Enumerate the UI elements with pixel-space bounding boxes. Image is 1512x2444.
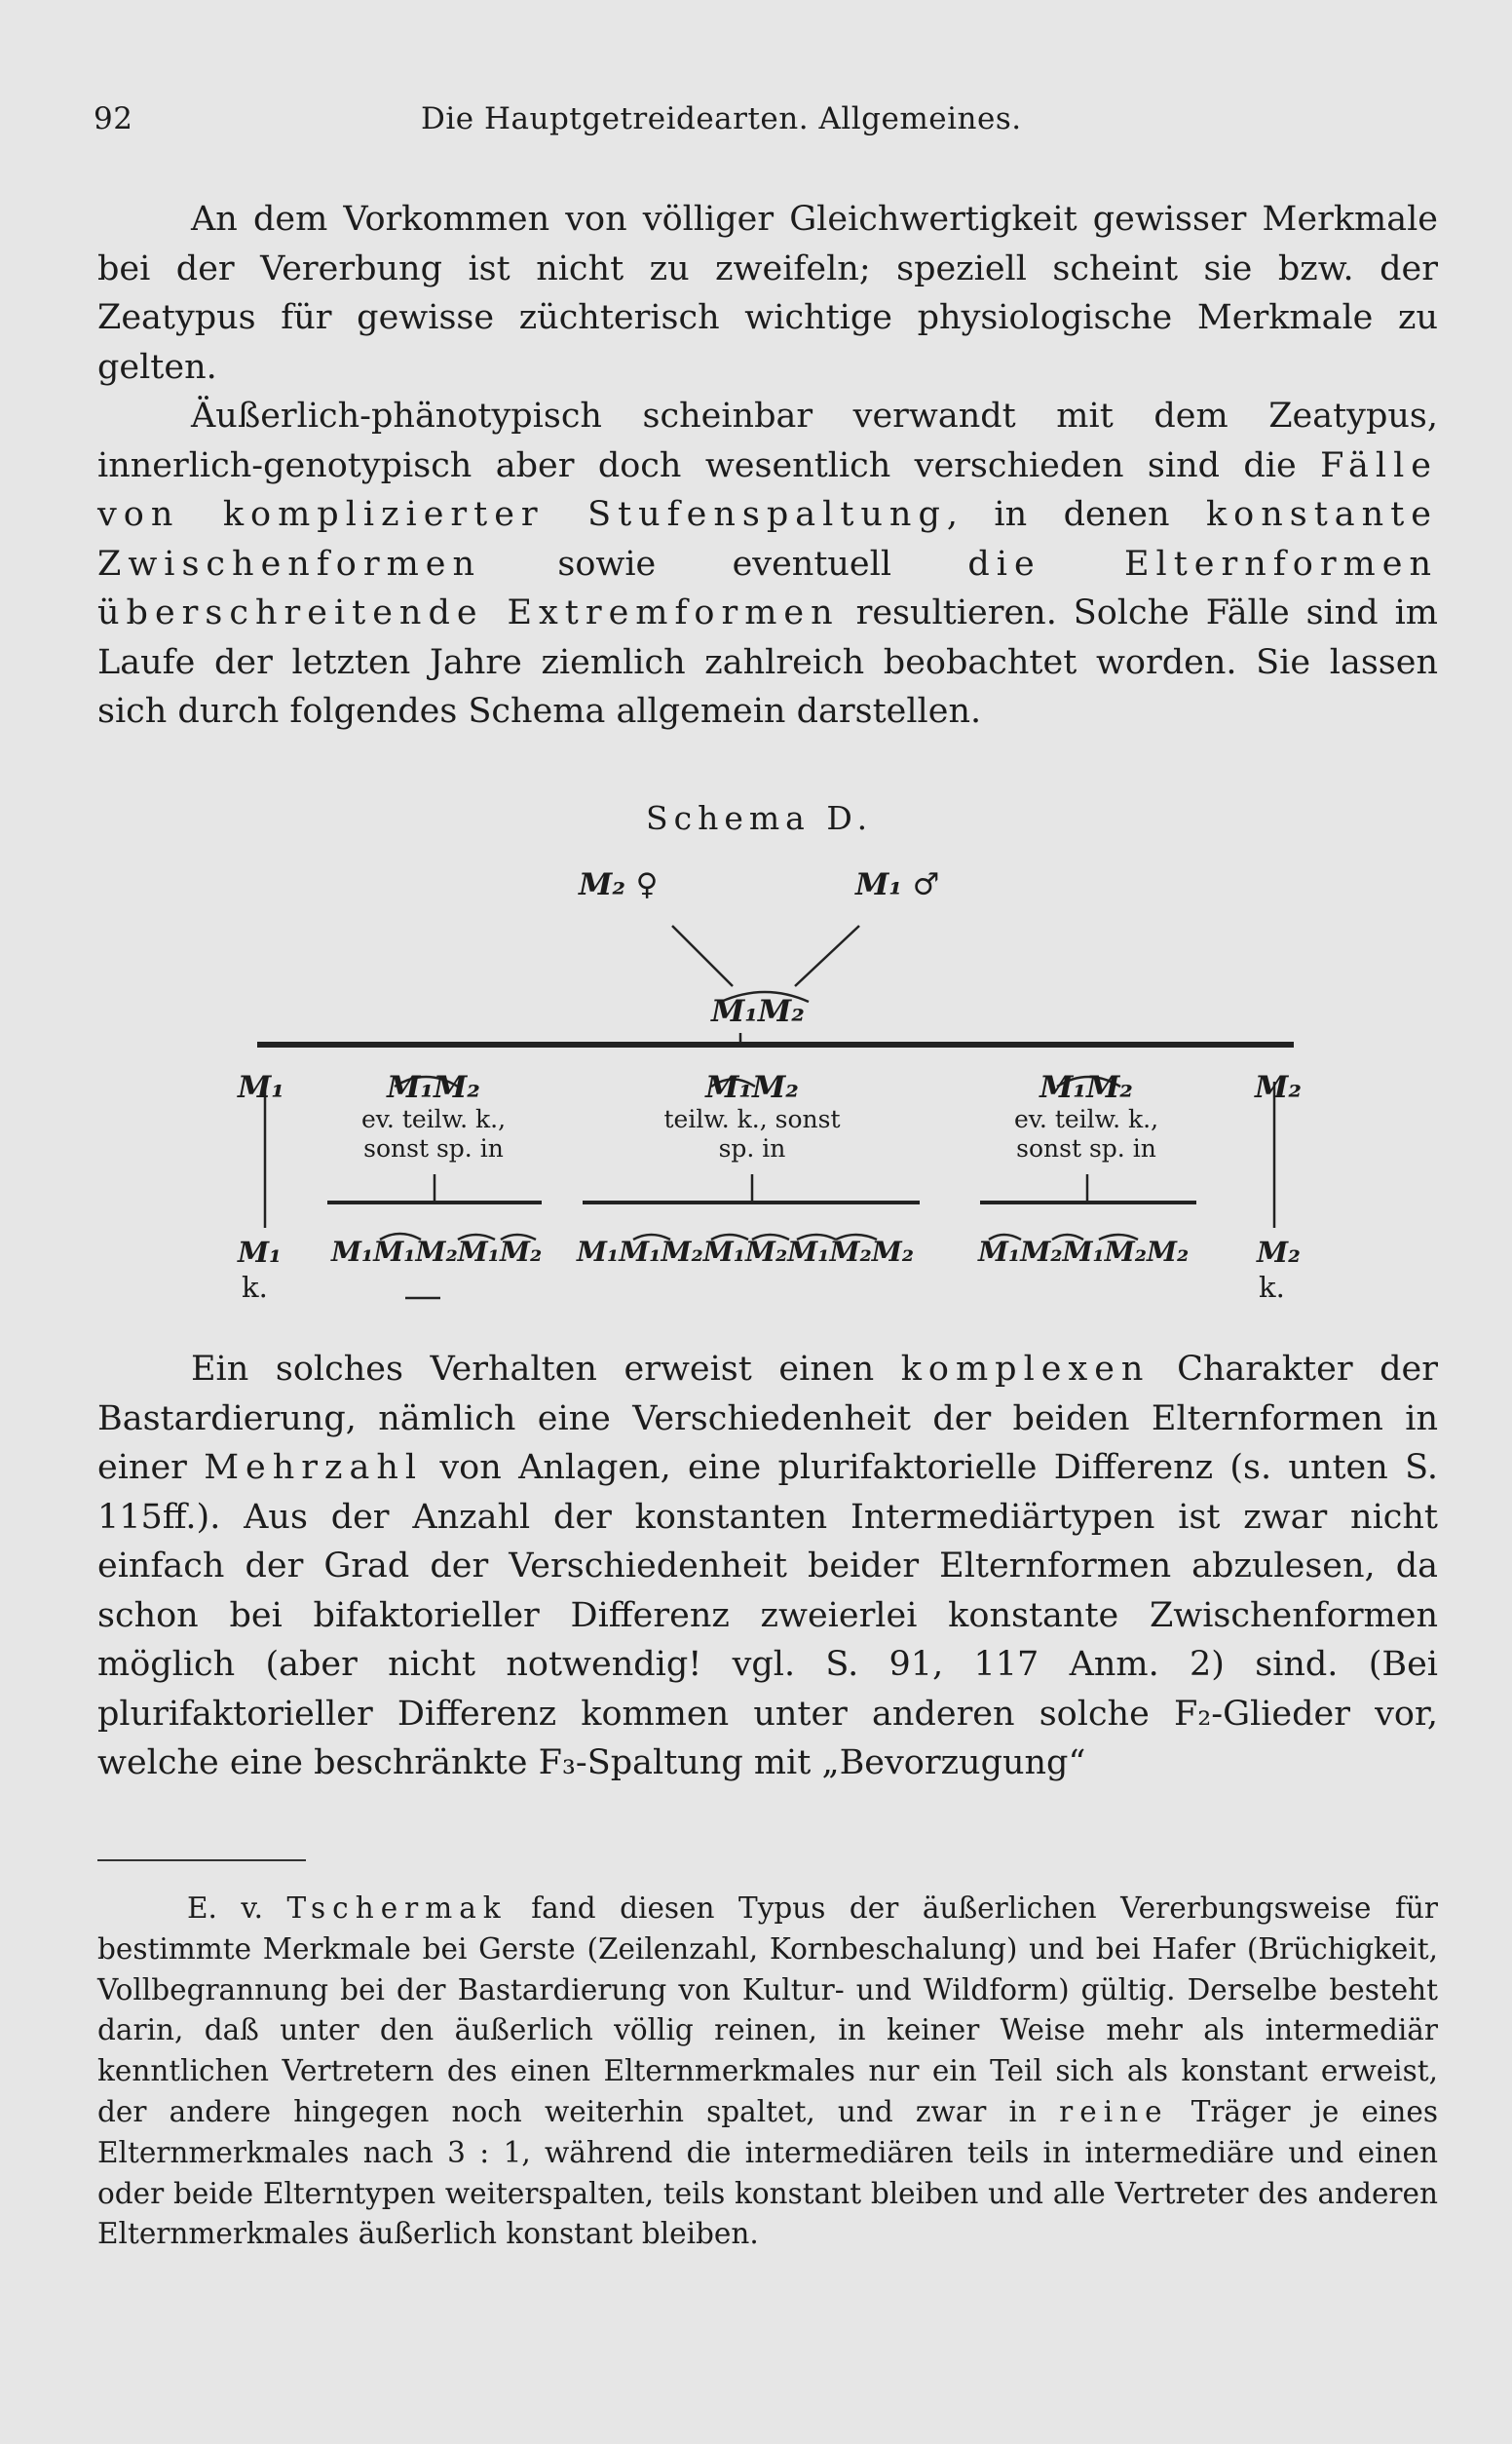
f2-group-1-note-1: ev. teilw. k., xyxy=(360,1105,507,1133)
f2-group-3 xyxy=(974,1070,1198,1164)
f1-hybrid: M₁M₂ xyxy=(711,994,805,1029)
paragraph-2-text: Äußerlich-phänotypisch scheinbar verwandt mit dem Zeatypus, innerlich-genotypisch aber doch wesentlich verschieden sind die xyxy=(97,397,1438,485)
left-end-parent: M₁ xyxy=(238,1070,284,1105)
paragraph-1 xyxy=(97,195,1438,392)
bottom-left-constant: k. xyxy=(242,1271,268,1304)
f2-group-1 xyxy=(321,1070,546,1164)
f2-group-3-note-2: sonst sp. in xyxy=(1016,1134,1156,1163)
footnote xyxy=(97,1889,1438,2255)
bottom-group-3: M₁M₂M₁M₂M₂ xyxy=(978,1236,1190,1268)
footnote-author: Tschermak xyxy=(286,1891,508,1925)
f2-group-2 xyxy=(624,1070,881,1164)
footnote-text: fand diesen Typus der äußerlichen Vererbungsweise für bestimmte Merkmale bei Gerste (Zeilenzahl, Kornbeschalung) und bei Hafer (Brüchigkeit, Vollbegrannung bei der Bastardierung von Kultur- und Wildform) gültig. Derselbe besteht darin, daß unter den äußerlich völlig reinen, in keiner Weise mehr als intermediär kenntlichen Vertretern des einen Elternmerkmales nur ein Teil sich als konstant erweist, der andere hingegen noch weiterhin spaltet, und zwar in xyxy=(97,1891,1438,2128)
footnote-text: Träger je eines Elternmerkmales nach 3 : 1, während die intermediären teils in intermediäre und einen oder beide Elterntypen weiterspalten, teils konstant bleiben und alle Vertreter des anderen Elternmerkmales äußerlich konstant bleiben. xyxy=(97,2094,1438,2251)
bottom-right-constant: k. xyxy=(1259,1271,1285,1304)
right-end-parent: M₂ xyxy=(1255,1070,1302,1105)
paragraph-2-text: , in denen xyxy=(946,495,1206,534)
bottom-group-1: M₁M₁M₂M₁M₂ xyxy=(331,1236,543,1268)
emphasis-text: reine xyxy=(1059,2094,1169,2128)
footnote-text: E. v. xyxy=(187,1891,287,1925)
schema-title: Schema D. xyxy=(646,799,874,837)
emphasis-text: Mehrzahl xyxy=(204,1448,424,1487)
f2-group-2-note-1: teilw. k., sonst xyxy=(663,1105,841,1133)
emphasis-text: Fälle von komplizierter Stufenspaltung xyxy=(97,445,1438,534)
paragraph-3-text: von Anlagen, eine plurifaktorielle Differenz (s. unten S. 115ff.). Aus der Anzahl der konstanten Intermediärtypen ist zwar nicht einfach der Grad der Verschiedenheit beider Elternformen abzulesen, da schon bei bifaktorieller Differenz zweierlei konstante Zwischenformen möglich (aber nicht notwendig! vgl. S. 91, 117 Anm. 2) sind. (Bei plurifaktorieller Differenz kommen unter anderen solche F₂-Glieder vor, welche eine beschränkte F₃-Spaltung mit „Bevorzugung“ xyxy=(97,1448,1438,1782)
bottom-left-end: M₁ xyxy=(238,1236,282,1269)
emphasis-text: die Elternformen überschreitende Extremformen xyxy=(97,544,1438,632)
f2-group-3-label: M₁M₂ xyxy=(1040,1070,1133,1105)
schema-diagram xyxy=(0,799,1512,1325)
f2-group-1-note-2: sonst sp. in xyxy=(363,1134,504,1163)
f2-group-3-note-1: ev. teilw. k., xyxy=(1013,1105,1159,1133)
bottom-right-end: M₂ xyxy=(1257,1236,1301,1269)
page-number: 92 xyxy=(94,101,133,136)
running-title: Die Hauptgetreidearten. Allgemeines. xyxy=(421,101,1022,136)
emphasis-text: konstante Zwischenformen xyxy=(97,495,1438,584)
f2-group-1-label: M₁M₂ xyxy=(387,1070,480,1105)
paragraph-1-text: An dem Vorkommen von völliger Gleichwertigkeit gewisser Merkmale bei der Vererbung ist nicht zu zweifeln; speziell scheint sie bzw. der Zeatypus für gewisse züchterisch wichtige physiologische Merkmale zu gelten. xyxy=(97,200,1438,387)
emphasis-text: komplexen xyxy=(900,1350,1151,1389)
paragraph-3-text: Charakter der Bastardierung, nämlich eine Verschiedenheit der beiden Elternformen in einer xyxy=(97,1350,1438,1487)
parent-connector-left xyxy=(672,926,733,986)
f2-group-2-note-2: sp. in xyxy=(718,1134,786,1163)
footnote-rule xyxy=(97,1859,306,1861)
paragraph-2-text: resultieren. Solche Fälle sind im Laufe der letzten Jahre ziemlich zahlreich beobachtet worden. Sie lassen sich durch folgendes Schema allgemein darstellen. xyxy=(97,593,1438,731)
parent-connector-right xyxy=(795,926,859,986)
bottom-group-2: M₁M₁M₂M₁M₂M₁M₂M₂ xyxy=(577,1236,915,1268)
paragraph-2 xyxy=(97,392,1438,737)
f2-group-2-label: M₁M₂ xyxy=(705,1070,799,1105)
paragraph-2-text: sowie eventuell xyxy=(481,544,968,584)
paragraph-3-text: Ein solches Verhalten erweist einen xyxy=(191,1350,901,1389)
parent-female: M₂ ♀ xyxy=(579,867,659,902)
paragraph-3 xyxy=(97,1345,1438,1788)
parent-male: M₁ ♂ xyxy=(855,867,940,902)
